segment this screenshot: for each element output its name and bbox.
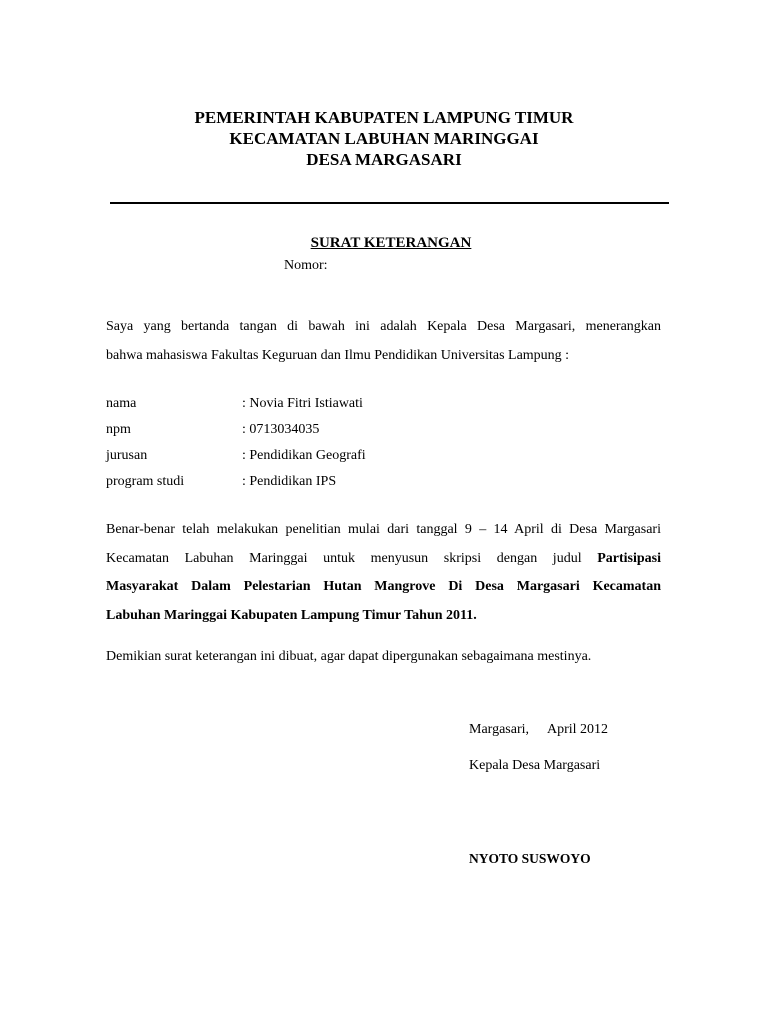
field-label: nama <box>106 396 137 411</box>
letterhead-district: KECAMATAN LABUHAN MARINGGAI <box>229 129 539 148</box>
research-line <box>106 573 661 602</box>
intro-line: bahwa mahasiswa Fakultas Keguruan dan Ilmu Pendidikan Universitas Lampung : <box>106 347 570 363</box>
thesis-title-start: Partisipasi <box>597 550 661 566</box>
research-paragraph <box>106 516 661 630</box>
intro-line: Saya yang bertanda tangan di bawah ini adalah Kepala Desa Margasari, menerangkan <box>106 319 661 334</box>
thesis-title: Masyarakat Dalam Pelestarian Hutan Mangrove Di Desa Margasari Kecamatan <box>106 579 661 594</box>
research-text: Kecamatan Labuhan Maringgai untuk menyusun skripsi dengan judul <box>106 550 582 566</box>
signature-date: April 2012 <box>547 722 609 737</box>
research-line: Benar-benar telah melakukan penelitian mulai dari tanggal 9 – 14 April di Desa Margasari <box>106 522 661 537</box>
field-value: : 0713034035 <box>242 422 320 437</box>
signature-role: Kepala Desa Margasari <box>469 758 601 773</box>
research-line <box>106 545 661 574</box>
intro-paragraph <box>106 313 661 370</box>
signature-place-date <box>469 722 608 738</box>
signature-name: NYOTO SUSWOYO <box>469 851 591 866</box>
thesis-title-end: Labuhan Maringgai Kabupaten Lampung Timur Tahun 2011. <box>106 607 477 623</box>
field-label: npm <box>106 422 131 437</box>
field-value: : Pendidikan IPS <box>242 474 337 489</box>
field-label: program studi <box>106 474 185 489</box>
research-line <box>106 602 661 631</box>
field-label: jurusan <box>106 448 148 463</box>
field-value: : Pendidikan Geografi <box>242 448 366 463</box>
letterhead <box>0 107 768 170</box>
letterhead-village: DESA MARGASARI <box>306 150 462 169</box>
document-title: SURAT KETERANGAN <box>310 235 472 251</box>
closing-paragraph <box>106 643 661 672</box>
letterhead-regency: PEMERINTAH KABUPATEN LAMPUNG TIMUR <box>194 108 574 127</box>
document-number-label: Nomor: <box>284 258 328 273</box>
signature-place: Margasari, <box>469 722 529 737</box>
field-value: : Novia Fitri Istiawati <box>242 396 363 411</box>
closing-line: Demikian surat keterangan ini dibuat, agar dapat dipergunakan sebagaimana mestinya. <box>106 649 592 664</box>
letterhead-divider <box>110 202 669 204</box>
